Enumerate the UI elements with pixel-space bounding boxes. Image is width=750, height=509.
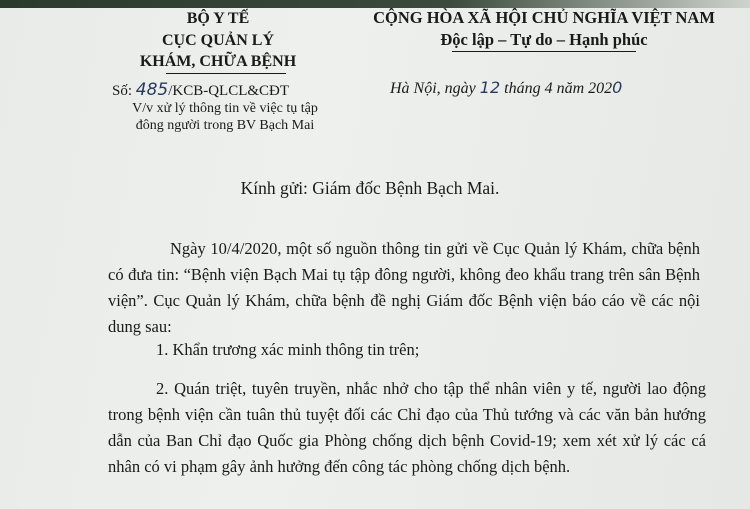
list-item-1: 1. Khẩn trương xác minh thông tin trên; bbox=[156, 340, 420, 359]
date-prefix: Hà Nội, ngày bbox=[390, 80, 476, 97]
date-line bbox=[390, 78, 622, 98]
document-number-suffix: /KCB-QLCL&CĐT bbox=[168, 83, 290, 99]
body-paragraph-1: Ngày 10/4/2020, một số nguồn thông tin gửi về Cục Quản lý Khám, chữa bệnh có đưa tin: “Bệnh viện Bạch Mai tụ tập đông người, không đeo khẩu trang trên sân Bệnh viện”. Cục Quản lý Khám, chữa bệnh đề nghị Giám đốc Bệnh viện báo cáo về các nội dung sau: bbox=[108, 239, 700, 336]
date-month-year: tháng 4 năm 202 bbox=[504, 80, 613, 97]
document-number-prefix: Số: bbox=[112, 83, 133, 99]
department-name-line2: KHÁM, CHỮA BỆNH bbox=[139, 53, 297, 70]
national-motto: Độc lập – Tự do – Hạnh phúc bbox=[440, 30, 648, 49]
subject-line2: đông người trong BV Bạch Mai bbox=[135, 118, 315, 133]
motto-underline bbox=[452, 51, 636, 52]
header-left-underline bbox=[166, 73, 286, 74]
document-number-handwritten: 485 bbox=[135, 80, 169, 100]
department-name-line1: CỤC QUẢN LÝ bbox=[162, 32, 274, 49]
date-year-handwritten: 0 bbox=[612, 78, 623, 97]
ministry-name: BỘ Y TẾ bbox=[186, 10, 250, 27]
document-number bbox=[112, 80, 289, 100]
list-item-2: 2. Quán triệt, tuyên truyền, nhắc nhở cho tập thể nhân viên y tế, người lao động trong bệnh viện cần tuân thủ tuyệt đối các Chỉ đạo của Thủ tướng và các văn bản hướng dẫn của Ban Chỉ đạo Quốc gia Phòng chống dịch bệnh Covid-19; xem xét xử lý các cá nhân có vi phạm gây ảnh hưởng đến công tác phòng chống dịch bệnh. bbox=[108, 379, 706, 476]
greeting: Kính gửi: Giám đốc Bệnh Bạch Mai. bbox=[240, 178, 500, 198]
nation-title: CỘNG HÒA XÃ HỘI CHỦ NGHĨA VIỆT NAM bbox=[373, 8, 715, 27]
photo-edge-strip bbox=[0, 0, 750, 8]
subject-line1: V/v xử lý thông tin về việc tụ tập bbox=[132, 101, 318, 116]
date-day-handwritten: 12 bbox=[479, 78, 501, 97]
